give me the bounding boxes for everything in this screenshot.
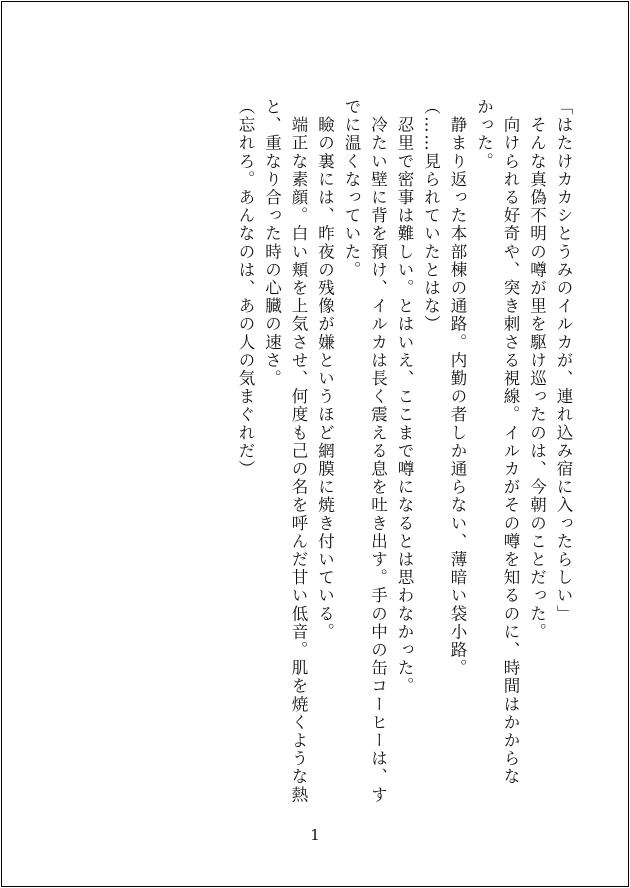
text-line: と、重なり合った時の心臓の速さ。: [262, 98, 282, 388]
text-line: でに温くなっていた。: [342, 98, 361, 279]
text-line: 瞼の裏には、昨夜の残像が嫌というほど網膜に焼き付いている。: [315, 98, 335, 641]
text-line: そんな真偽不明の噂が里を駆け巡ったのは、今朝のことだった。: [527, 98, 547, 641]
text-line: 忍里で密事は難しい。とはいえ、ここまで噂になるとは思わなかった。: [395, 98, 414, 696]
page-number: 1: [310, 826, 320, 844]
text-line: 向けられる好奇や、突き刺さる視線。イルカがその噂を知るのに、時間はかからな: [501, 98, 520, 786]
text-line: かった。: [474, 98, 494, 171]
vertical-body-text: [232, 98, 577, 818]
text-line: 冷たい壁に背を預け、イルカは長く震える息を吐き出す。手の中の缶コーヒーは、す: [368, 98, 388, 804]
text-line: （忘れろ。あんなのは、あの人の気まぐれだ）: [236, 98, 255, 479]
text-line: （……見られていたとはな）: [421, 98, 441, 334]
text-line: 端正な素顔。白い頬を上気させ、何度も己の名を呼んだ甘い低音。肌を焼くような熱: [289, 98, 308, 804]
manuscript-page: [1, 1, 629, 887]
text-line: 「はたけカカシとうみのイルカが、連れ込み宿に入ったらしい」: [554, 98, 573, 623]
text-line: 静まり返った本部棟の通路。内勤の者しか通らない、薄暗い袋小路。: [448, 98, 467, 678]
